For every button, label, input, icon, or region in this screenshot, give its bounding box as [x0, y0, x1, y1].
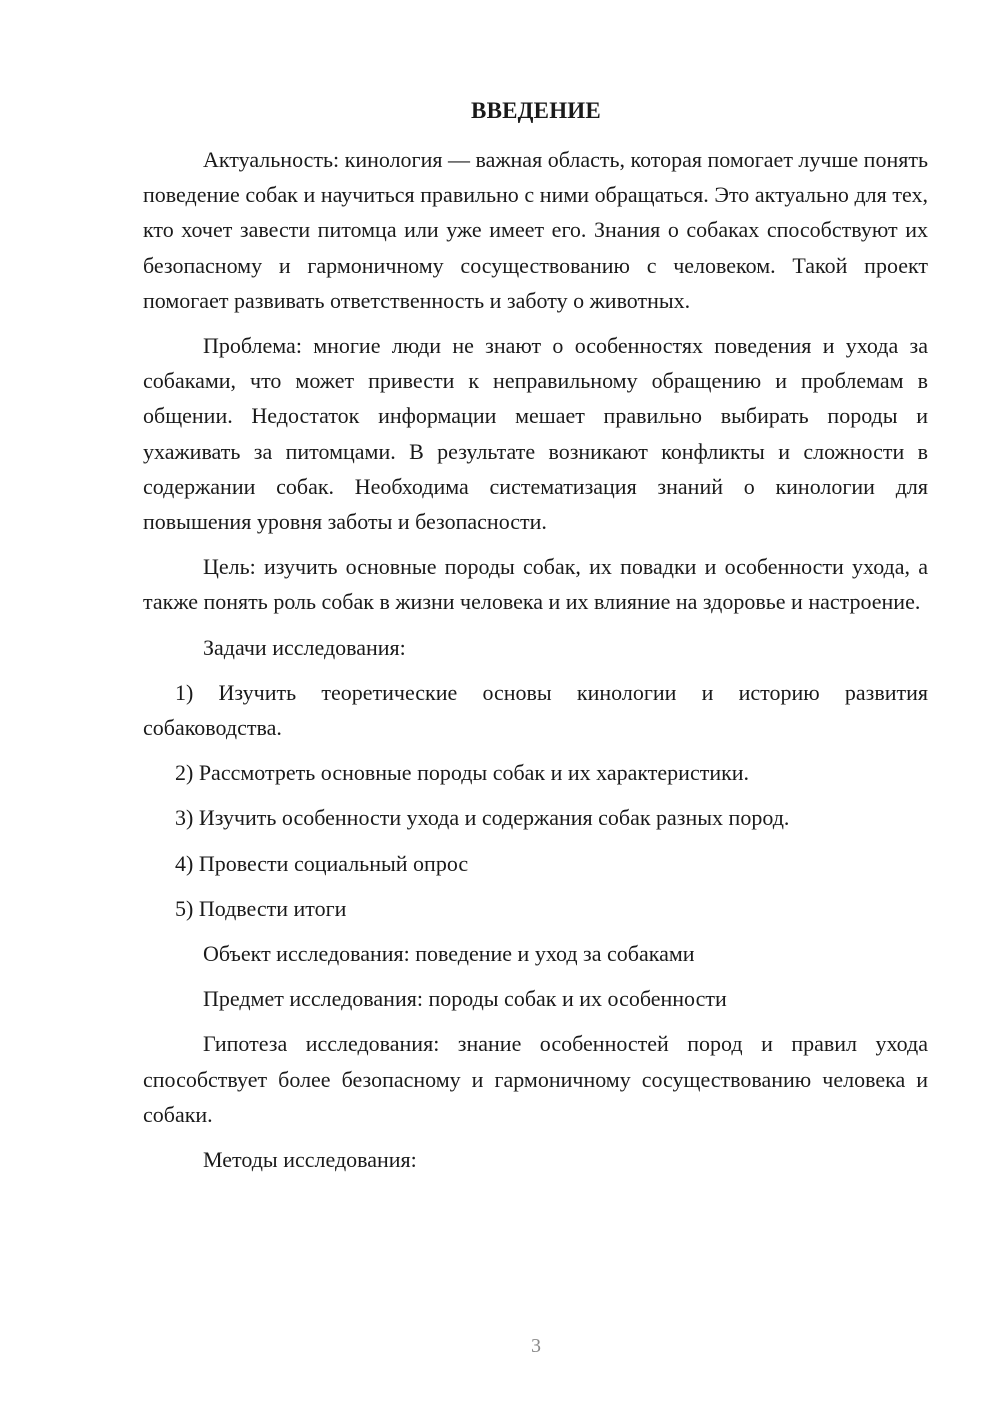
goal-paragraph: Цель: изучить основные породы собак, их повадки и особенности ухода, а также понять роль собак в жизни человека и их влияние на здоровье и настроение.: [143, 554, 928, 615]
task-item-2: 2) Рассмотреть основные породы собак и их характеристики.: [175, 760, 750, 786]
section-title: ВВЕДЕНИЕ: [471, 98, 601, 123]
methods-heading: Методы исследования:: [203, 1147, 417, 1173]
hypothesis-paragraph: Гипотеза исследования: знание особенностей пород и правил ухода способствует более безопасному и гармоничному сосуществованию человека и собаки.: [143, 1031, 928, 1127]
task-item-4: 4) Провести социальный опрос: [175, 850, 469, 876]
task-item-5: 5) Подвести итоги: [175, 895, 347, 921]
tasks-heading: Задачи исследования:: [203, 634, 406, 660]
task-item-3: 3) Изучить особенности ухода и содержания собак разных пород.: [175, 805, 790, 831]
task-item-1: 1) Изучить теоретические основы кинологии и историю развития собаководства.: [143, 679, 928, 741]
page-number: 3: [531, 1335, 541, 1357]
subject-paragraph: Предмет исследования: породы собак и их особенности: [203, 986, 727, 1012]
relevance-paragraph: Актуальность: кинология — важная область, которая помогает лучше понять поведение собак и научиться правильно с ними обращаться. Это актуально для тех, кто хочет завести питомца или уже имеет его. Знания о собаках способствуют их безопасному и гармоничному сосуществованию с человеком. Такой проект помогает развивать ответственность и заботу о животных.: [143, 147, 928, 313]
problem-paragraph: Проблема: многие люди не знают о особенностях поведения и ухода за собаками, что может привести к неправильному обращению и проблемам в общении. Недостаток информации мешает правильно выбирать породы и ухаживать за питомцами. В результате возникают конфликты и сложности в содержании собак. Необходима систематизация знаний о кинологии для повышения уровня заботы и безопасности.: [143, 333, 928, 535]
body-text: [143, 142, 928, 1187]
object-paragraph: Объект исследования: поведение и уход за собаками: [203, 941, 695, 967]
